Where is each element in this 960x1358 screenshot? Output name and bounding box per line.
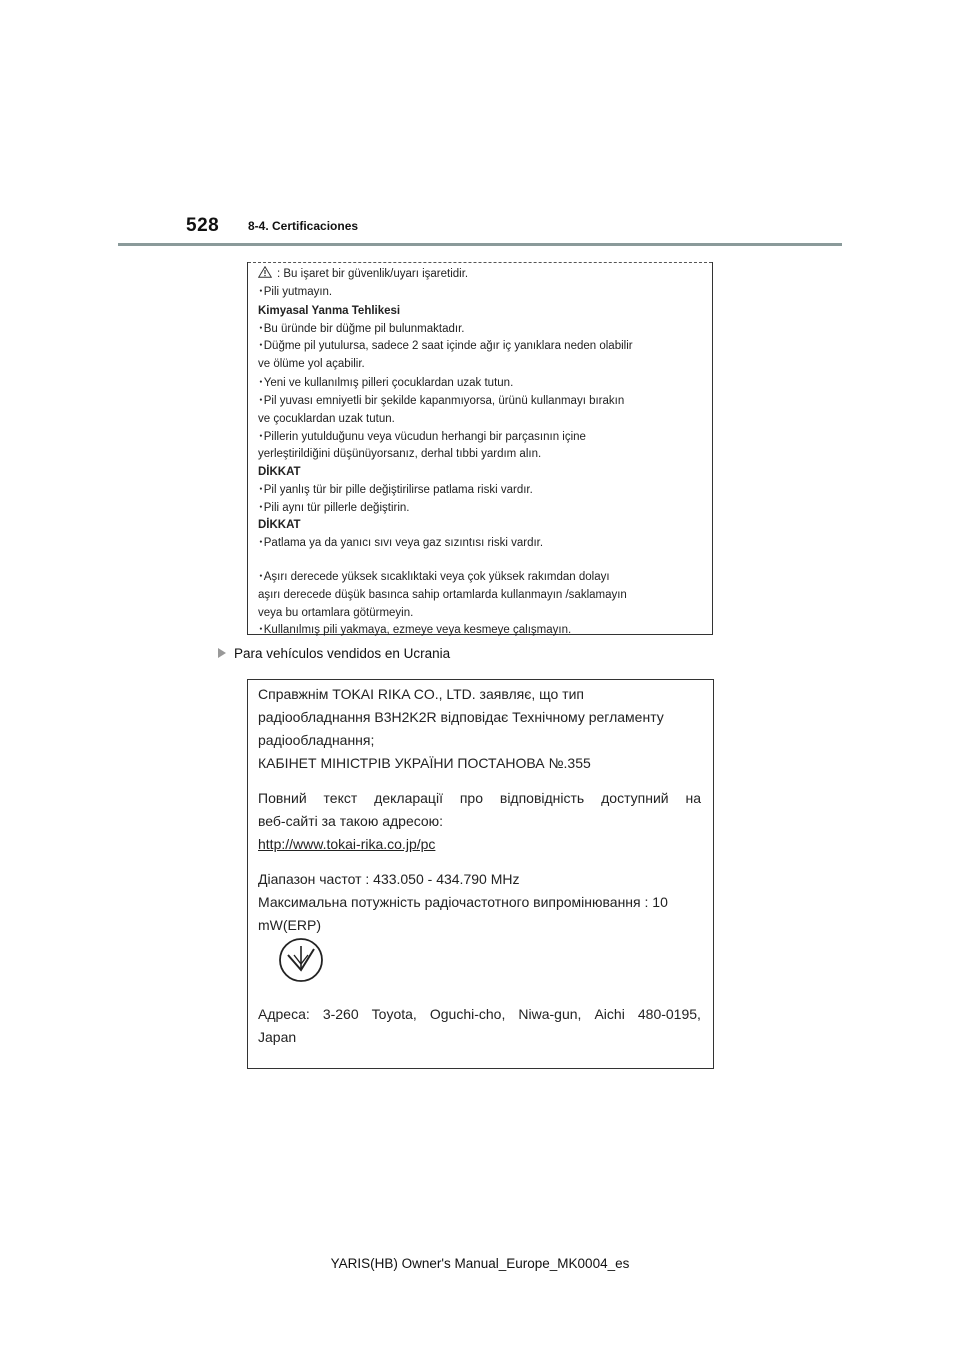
- page-number: 528: [186, 215, 220, 236]
- declaration-link[interactable]: http://www.tokai-rika.co.jp/pc: [258, 836, 436, 852]
- word: про: [459, 790, 483, 806]
- word: доступний: [601, 790, 669, 806]
- box-line: [258, 266, 468, 281]
- box-line-justified: [258, 1005, 701, 1023]
- turkish-warning-box: [247, 262, 713, 635]
- box-top-border: [248, 679, 713, 680]
- box-line: веб-сайті за такою адресою:: [258, 813, 444, 829]
- box-line: ve ölüme yol açabilir.: [258, 358, 365, 370]
- box-line: Japan: [258, 1029, 297, 1045]
- ukraine-heading: [218, 646, 450, 661]
- box-line-heading: DİKKAT: [258, 519, 301, 531]
- box-line: ･Düğme pil yutulursa, sadece 2 saat içinde ağır iç yanıklara neden olabilir: [258, 340, 633, 352]
- word: 480-0195,: [637, 1006, 701, 1022]
- ukrsepro-conformity-mark-icon: [278, 937, 324, 983]
- header-rule: [118, 243, 842, 246]
- box-line: Справжнім TOKAI RIKA CO., LTD. заявляє, що тип: [258, 686, 584, 702]
- box-line: Діапазон частот : 433.050 - 434.790 MHz: [258, 871, 520, 887]
- box-line-heading: Kimyasal Yanma Tehlikesi: [258, 305, 401, 317]
- ukraine-declaration-box: [247, 679, 714, 1069]
- warning-triangle-icon: [258, 266, 272, 278]
- box-line: mW(ERP): [258, 917, 321, 933]
- word: декларації: [374, 790, 443, 806]
- box-line: ･Pil yanlış tür bir pille değiştirilirse patlama riski vardır.: [258, 484, 533, 496]
- box-line-heading: DİKKAT: [258, 466, 301, 478]
- word: на: [685, 790, 701, 806]
- box-line: ･Pili aynı tür pillerle değiştirin.: [258, 502, 410, 514]
- box-line: yerleştirildiğini düşünüyorsanız, derhal tıbbi yardım alın.: [258, 448, 542, 460]
- box-line: КАБІНЕТ МІНІСТРІВ УКРАЇНИ ПОСТАНОВА №.355: [258, 755, 591, 771]
- box-line: радіообладнання;: [258, 732, 375, 748]
- box-line: ve çocuklardan uzak tutun.: [258, 413, 395, 425]
- box-line: радіообладнання B3H2K2R відповідає Технічному регламенту: [258, 709, 664, 725]
- word: Адреса:: [258, 1006, 310, 1022]
- word: Oguchi-cho,: [429, 1006, 506, 1022]
- box-line: ･Pil yuvası emniyetli bir şekilde kapanmıyorsa, ürünü kullanmayı bırakın: [258, 395, 625, 407]
- section-title: 8-4. Certificaciones: [248, 219, 359, 233]
- box-line: ･Pili yutmayın.: [258, 286, 333, 298]
- ukraine-heading-text: Para vehículos vendidos en Ucrania: [234, 646, 451, 661]
- box-line: [258, 835, 435, 853]
- box-top-border: [248, 262, 712, 263]
- word: Toyota,: [371, 1006, 417, 1022]
- footer: YARIS(HB) Owner's Manual_Europe_MK0004_es: [330, 1256, 630, 1271]
- box-line: veya bu ortamlara götürmeyin.: [258, 607, 414, 619]
- warning-symbol-text: : Bu işaret bir güvenlik/uyarı işaretidir.: [277, 268, 469, 280]
- box-line: aşırı derecede düşük basınca sahip ortamlarda kullanmayın /saklamayın: [258, 589, 627, 601]
- box-line: ･Pillerin yutulduğunu veya vücudun herhangi bir parçasının içine: [258, 431, 586, 443]
- word: Повний: [258, 790, 307, 806]
- box-line: ･Kullanılmış pili yakmaya, ezmeye veya kesmeye çalışmayın.: [258, 624, 572, 636]
- box-line: Максимальна потужність радіочастотного випромінювання : 10: [258, 894, 668, 910]
- word: текст: [323, 790, 358, 806]
- box-line: ･Yeni ve kullanılmış pilleri çocuklardan uzak tutun.: [258, 377, 514, 389]
- word: Aichi: [594, 1006, 625, 1022]
- word: 3-260: [322, 1006, 359, 1022]
- word: відповідність: [499, 790, 585, 806]
- box-line: ･Aşırı derecede yüksek sıcaklıktaki veya çok yüksek rakımdan dolayı: [258, 571, 610, 583]
- box-line: ･Bu üründe bir düğme pil bulunmaktadır.: [258, 323, 465, 335]
- box-line-justified: [258, 789, 701, 807]
- box-line: ･Patlama ya da yanıcı sıvı veya gaz sızıntısı riski vardır.: [258, 537, 544, 549]
- word: Niwa-gun,: [518, 1006, 582, 1022]
- bullet-arrow-icon: [218, 648, 226, 658]
